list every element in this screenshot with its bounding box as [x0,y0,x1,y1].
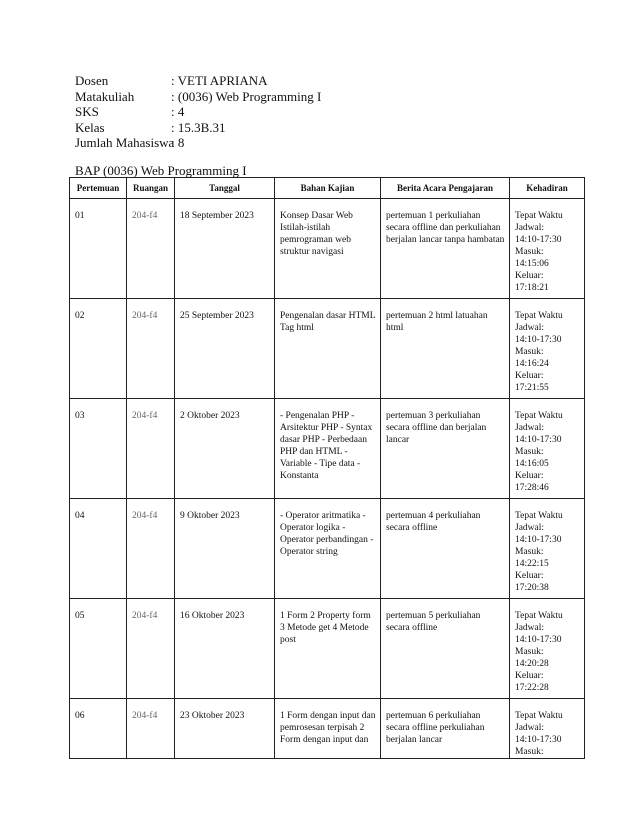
info-value: : 4 [171,104,185,119]
attendance-in-time: 14:16:05 [515,459,549,469]
cell-tanggal: 9 Oktober 2023 [175,499,275,599]
info-label: Jumlah Mahasiswa [75,135,175,150]
info-row-sks [75,104,321,120]
column-header-pertemuan: Pertemuan [70,178,127,199]
attendance-out-time: 17:21:55 [515,383,549,393]
cell-berita-acara: pertemuan 3 perkuliahan secara offline dan berjalan lancar [381,399,510,499]
table-row [70,699,585,759]
column-header-ruangan: Ruangan [127,178,175,199]
column-header-bahan-kajian: Bahan Kajian [275,178,381,199]
attendance-in-time: 14:16:24 [515,359,549,369]
cell-berita-acara: pertemuan 1 perkuliahan secara offline dan perkuliahan berjalan lancar tanpa hambatan [381,199,510,299]
info-row-matakuliah [75,89,321,105]
info-value: : 8 [171,135,185,150]
attendance-schedule-label: Jadwal: [515,423,545,433]
attendance-out-label: Keluar: [515,471,544,481]
attendance-schedule-time: 14:10-17:30 [515,735,562,745]
cell-kehadiran [510,599,585,699]
attendance-schedule-time: 14:10-17:30 [515,335,562,345]
info-value: : 15.3B.31 [171,119,226,135]
info-value: : VETI APRIANA [171,73,268,88]
table-row [70,299,585,399]
attendance-out-time: 17:18:21 [515,283,549,293]
cell-kehadiran [510,299,585,399]
attendance-in-label: Masuk: [515,647,544,657]
cell-pertemuan: 02 [70,299,127,399]
attendance-out-time: 17:22:28 [515,683,549,693]
attendance-status: Tepat Waktu [515,511,563,521]
cell-bahan-kajian: 1 Form 2 Property form 3 Metode get 4 Metode post [275,599,381,699]
cell-pertemuan: 04 [70,499,127,599]
attendance-schedule-label: Jadwal: [515,223,545,233]
cell-berita-acara: pertemuan 6 perkuliahan secara offline perkuliahan berjalan lancar [381,699,510,759]
info-value: : (0036) Web Programming I [171,88,322,104]
table-header-row [70,178,585,199]
cell-pertemuan: 06 [70,699,127,759]
attendance-in-time: 14:15:06 [515,259,549,269]
attendance-schedule-label: Jadwal: [515,723,545,733]
attendance-in-label: Masuk: [515,447,544,457]
attendance-status: Tepat Waktu [515,611,563,621]
column-header-berita-acara: Berita Acara Pengajaran [381,178,510,199]
cell-ruangan: 204-f4 [127,299,175,399]
attendance-in-time: 14:22:15 [515,559,549,569]
attendance-out-time: 17:20:38 [515,583,549,593]
attendance-status: Tepat Waktu [515,711,563,721]
cell-ruangan: 204-f4 [127,199,175,299]
attendance-status: Tepat Waktu [515,411,563,421]
cell-tanggal: 2 Oktober 2023 [175,399,275,499]
cell-pertemuan: 01 [70,199,127,299]
attendance-in-label: Masuk: [515,347,544,357]
attendance-out-label: Keluar: [515,671,544,681]
attendance-out-label: Keluar: [515,271,544,281]
cell-pertemuan: 03 [70,399,127,499]
cell-berita-acara: pertemuan 5 perkuliahan secara offline [381,599,510,699]
attendance-out-label: Keluar: [515,371,544,381]
cell-bahan-kajian: - Pengenalan PHP - Arsitektur PHP - Syntax dasar PHP - Perbedaan PHP dan HTML - Variable - Tipe data - Konstanta [275,399,381,499]
attendance-status: Tepat Waktu [515,211,563,221]
attendance-out-label: Keluar: [515,571,544,581]
column-header-tanggal: Tanggal [175,178,275,199]
attendance-status: Tepat Waktu [515,311,563,321]
table-row [70,399,585,499]
info-label: SKS [75,104,99,119]
cell-ruangan: 204-f4 [127,499,175,599]
cell-ruangan: 204-f4 [127,599,175,699]
attendance-in-label: Masuk: [515,547,544,557]
attendance-schedule-time: 14:10-17:30 [515,435,562,445]
cell-kehadiran [510,699,585,759]
attendance-in-label: Masuk: [515,747,544,757]
cell-kehadiran [510,499,585,599]
cell-tanggal: 18 September 2023 [175,199,275,299]
section-title: BAP (0036) Web Programming I [75,163,247,178]
cell-pertemuan: 05 [70,599,127,699]
table-row [70,199,585,299]
info-label: Dosen [75,73,109,88]
attendance-schedule-time: 14:10-17:30 [515,235,562,245]
course-info-block [75,73,321,151]
cell-bahan-kajian: Pengenalan dasar HTML Tag html [275,299,381,399]
info-label: Matakuliah [75,88,135,104]
cell-bahan-kajian: Konsep Dasar Web Istilah-istilah pemrograman web struktur navigasi [275,199,381,299]
cell-tanggal: 23 Oktober 2023 [175,699,275,759]
attendance-schedule-time: 14:10-17:30 [515,535,562,545]
cell-ruangan: 204-f4 [127,399,175,499]
cell-kehadiran [510,399,585,499]
attendance-out-time: 17:28:46 [515,483,549,493]
cell-tanggal: 16 Oktober 2023 [175,599,275,699]
bap-table [69,177,585,759]
attendance-in-time: 14:20:28 [515,659,549,669]
table-row [70,599,585,699]
cell-bahan-kajian: - Operator aritmatika - Operator logika - Operator perbandingan - Operator string [275,499,381,599]
column-header-kehadiran: Kehadiran [510,178,585,199]
attendance-schedule-label: Jadwal: [515,523,545,533]
attendance-in-label: Masuk: [515,247,544,257]
cell-bahan-kajian: 1 Form dengan input dan pemrosesan terpisah 2 Form dengan input dan [275,699,381,759]
info-row-dosen [75,73,321,89]
cell-berita-acara: pertemuan 2 html latuahan html [381,299,510,399]
attendance-schedule-label: Jadwal: [515,323,545,333]
info-label: Kelas [75,119,105,135]
info-row-jumlah-mahasiswa [75,135,321,151]
info-row-kelas [75,120,321,136]
table-row [70,499,585,599]
cell-kehadiran [510,199,585,299]
cell-berita-acara: pertemuan 4 perkuliahan secara offline [381,499,510,599]
attendance-schedule-time: 14:10-17:30 [515,635,562,645]
cell-tanggal: 25 September 2023 [175,299,275,399]
attendance-schedule-label: Jadwal: [515,623,545,633]
cell-ruangan: 204-f4 [127,699,175,759]
